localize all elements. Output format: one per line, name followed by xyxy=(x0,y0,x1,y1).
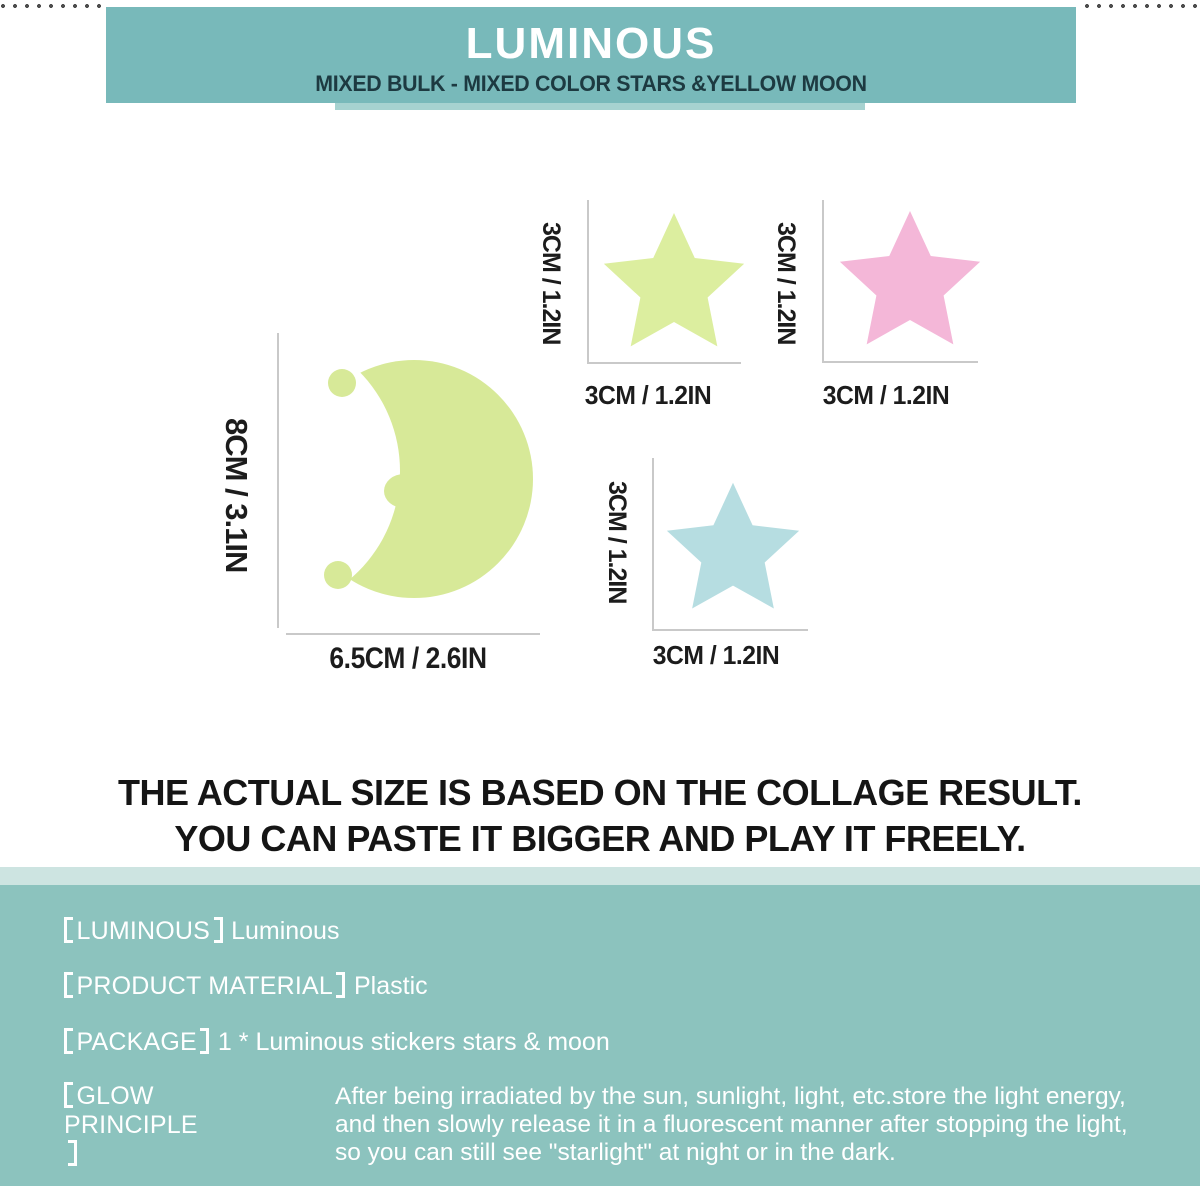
moon-bottom-tip xyxy=(324,561,352,589)
detail-text: Luminous xyxy=(231,917,340,945)
bracket-right-icon xyxy=(336,972,345,998)
green-star-width-label: 3CM / 1.2IN xyxy=(584,380,712,410)
green-star-width-line xyxy=(587,362,741,364)
product-banner xyxy=(106,7,1076,103)
bracket-left-icon xyxy=(64,917,73,943)
glow-principle-tag xyxy=(64,1082,198,1169)
moon-width-line xyxy=(286,633,540,635)
detail-row-luminous xyxy=(64,917,339,946)
statement-line-1: THE ACTUAL SIZE IS BASED ON THE COLLAGE RESULT. xyxy=(118,772,1082,813)
moon-width-label: 6.5CM / 2.6IN xyxy=(329,642,487,675)
detail-tag: PACKAGE xyxy=(76,1028,197,1056)
glow-line-3: so you can still see "starlight" at night or in the dark. xyxy=(335,1139,896,1166)
glow-line-2: and then slowly release it in a fluorescent manner after stopping the light, xyxy=(335,1111,1128,1138)
green-star-icon xyxy=(600,210,748,350)
moon-height-label: 8CM / 3.1IN xyxy=(219,417,254,573)
bracket-right-icon xyxy=(214,917,223,943)
moon-top-tip xyxy=(328,369,356,397)
banner-subtitle: MIXED BULK - MIXED COLOR STARS &YELLOW MOON xyxy=(315,71,867,96)
blue-star-shape xyxy=(667,483,799,609)
pink-star-shape xyxy=(840,211,980,344)
blue-star-width-label: 3CM / 1.2IN xyxy=(652,640,780,670)
detail-row-material xyxy=(64,972,428,1001)
detail-tag: PRODUCT MATERIAL xyxy=(76,972,333,1000)
green-star-shape xyxy=(604,213,744,346)
glow-line-1: After being irradiated by the sun, sunlight, light, etc.store the light energy, xyxy=(335,1083,1126,1110)
detail-text: Plastic xyxy=(353,972,428,1000)
banner-accent-strip xyxy=(335,103,865,110)
details-panel xyxy=(0,885,1200,1186)
detail-tag: GLOW PRINCIPLE xyxy=(64,1082,198,1139)
bracket-right-icon xyxy=(200,1028,209,1054)
details-accent-strip xyxy=(0,867,1200,885)
detail-tag: LUMINOUS xyxy=(76,917,211,945)
glow-principle-text xyxy=(335,1083,1195,1167)
pink-star-icon xyxy=(835,208,985,348)
bracket-right-icon xyxy=(68,1140,77,1166)
bracket-left-icon xyxy=(64,1028,73,1054)
page-border-dots-left xyxy=(0,3,102,9)
pink-star-width-label: 3CM / 1.2IN xyxy=(822,380,950,410)
pink-star-width-line xyxy=(822,361,978,363)
moon-nose xyxy=(384,474,424,508)
moon-icon xyxy=(292,345,534,613)
blue-star-height-line xyxy=(652,458,654,631)
bracket-left-icon xyxy=(64,1082,73,1108)
pink-star-height-label: 3CM / 1.2IN xyxy=(772,221,800,345)
green-star-height-label: 3CM / 1.2IN xyxy=(537,221,565,345)
statement-line-2: YOU CAN PASTE IT BIGGER AND PLAY IT FREELY. xyxy=(174,818,1026,859)
detail-text: 1 * Luminous stickers stars & moon xyxy=(217,1028,610,1056)
banner-title: LUMINOUS xyxy=(465,19,717,68)
detail-row-package xyxy=(64,1028,610,1057)
page-border-dots-right xyxy=(1084,3,1200,9)
pink-star-height-line xyxy=(822,200,824,363)
moon-height-line xyxy=(277,333,279,628)
blue-star-height-label: 3CM / 1.2IN xyxy=(603,480,631,604)
blue-star-icon xyxy=(661,480,805,612)
blue-star-width-line xyxy=(652,629,808,631)
bracket-left-icon xyxy=(64,972,73,998)
green-star-height-line xyxy=(587,200,589,364)
